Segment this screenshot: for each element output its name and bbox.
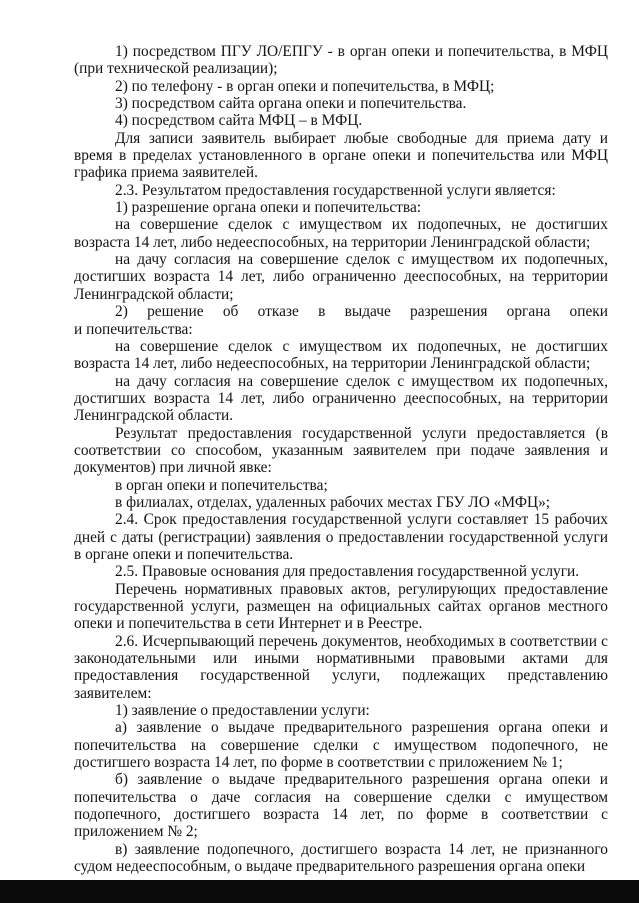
paragraph: Для записи заявитель выбирает любые свободные для приема дату и время в пределах установленного в органе опеки и попечительства или МФЦ графика приема заявителей.: [74, 129, 608, 182]
paragraph: 2) по телефону - в орган опеки и попечительства, в МФЦ;: [115, 77, 495, 95]
paragraph: 3) посредством сайта органа опеки и попечительства.: [115, 95, 467, 113]
document-page: [74, 43, 608, 876]
section-heading: 2.5. Правовые основания для предоставления государственной услуги.: [115, 563, 580, 581]
paragraph: Перечень нормативных правовых актов, регулирующих предоставление государственной услуги, размещен на официальных сайтах органов местного опеки и попечительства в сети Интернет и в Реестре.: [74, 580, 608, 633]
paragraph: 2) решение об отказе в выдаче разрешения органа опеки: [115, 303, 608, 321]
paragraph: 4) посредством сайта МФЦ – в МФЦ.: [115, 112, 363, 130]
section-heading: 2.4. Срок предоставления государственной услуги составляет 15 рабочих дней с даты (регистрации) заявления о предоставлении государственной услуги в органе опеки и попечительства.: [74, 511, 608, 563]
paragraph: 1) разрешение органа опеки и попечительства:: [115, 199, 422, 217]
paragraph: а) заявление о выдаче предварительного разрешения органа опеки и попечительства на совершение сделки с имуществом подопечного, не достигшего возраста 14 лет, по форме в соответствии с приложением № 1;: [74, 719, 608, 772]
paragraph: на совершение сделок с имуществом их подопечных, не достигших возраста 14 лет, либо недееспособных, на территории Ленинградской области;: [74, 216, 608, 251]
section-heading: 2.6. Исчерпывающий перечень документов, необходимых в соответствии с законодательными или иными нормативными правовыми актами для предоставления государственной услуги, подлежащих представлению заявителем:: [74, 632, 608, 702]
paragraph: на дачу согласия на совершение сделок с имуществом их подопечных, достигших возраста 14 лет, либо ограниченно дееспособных, на территории Ленинградской области.: [74, 372, 608, 425]
paragraph: 1) посредством ПГУ ЛО/ЕПГУ - в орган опеки и попечительства, в МФЦ (при технической реализации);: [74, 43, 608, 78]
paragraph: в филиалах, отделах, удаленных рабочих местах ГБУ ЛО «МФЦ»;: [115, 493, 551, 511]
paragraph: в) заявление подопечного, достигшего возраста 14 лет, не признанного судом недееспособным, о выдаче предварительного разрешения органа опеки: [74, 840, 608, 876]
paragraph: и попечительства:: [74, 320, 193, 338]
paragraph: в орган опеки и попечительства;: [115, 476, 328, 494]
paragraph: б) заявление о выдаче предварительного разрешения органа опеки и попечительства о даче согласия на совершение сделки с имуществом подопечного, достигшего возраста 14 лет, по форме в соответствии с приложением № 2;: [74, 771, 608, 841]
paragraph: на дачу согласия на совершение сделок с имуществом их подопечных, достигших возраста 14 лет, либо ограниченно дееспособных, на территории Ленинградской области;: [74, 251, 608, 303]
paragraph: на совершение сделок с имуществом их подопечных, не достигших возраста 14 лет, либо недееспособных, на территории Ленинградской области;: [74, 337, 608, 373]
scan-edge-bar: [0, 880, 639, 903]
section-heading: 2.3. Результатом предоставления государственной услуги является:: [115, 181, 556, 199]
paragraph: 1) заявление о предоставлении услуги:: [115, 702, 370, 720]
paragraph: Результат предоставления государственной услуги предоставляется (в соответствии со способом, указанным заявителем при подаче заявления и документов) при личной явке:: [74, 424, 608, 477]
